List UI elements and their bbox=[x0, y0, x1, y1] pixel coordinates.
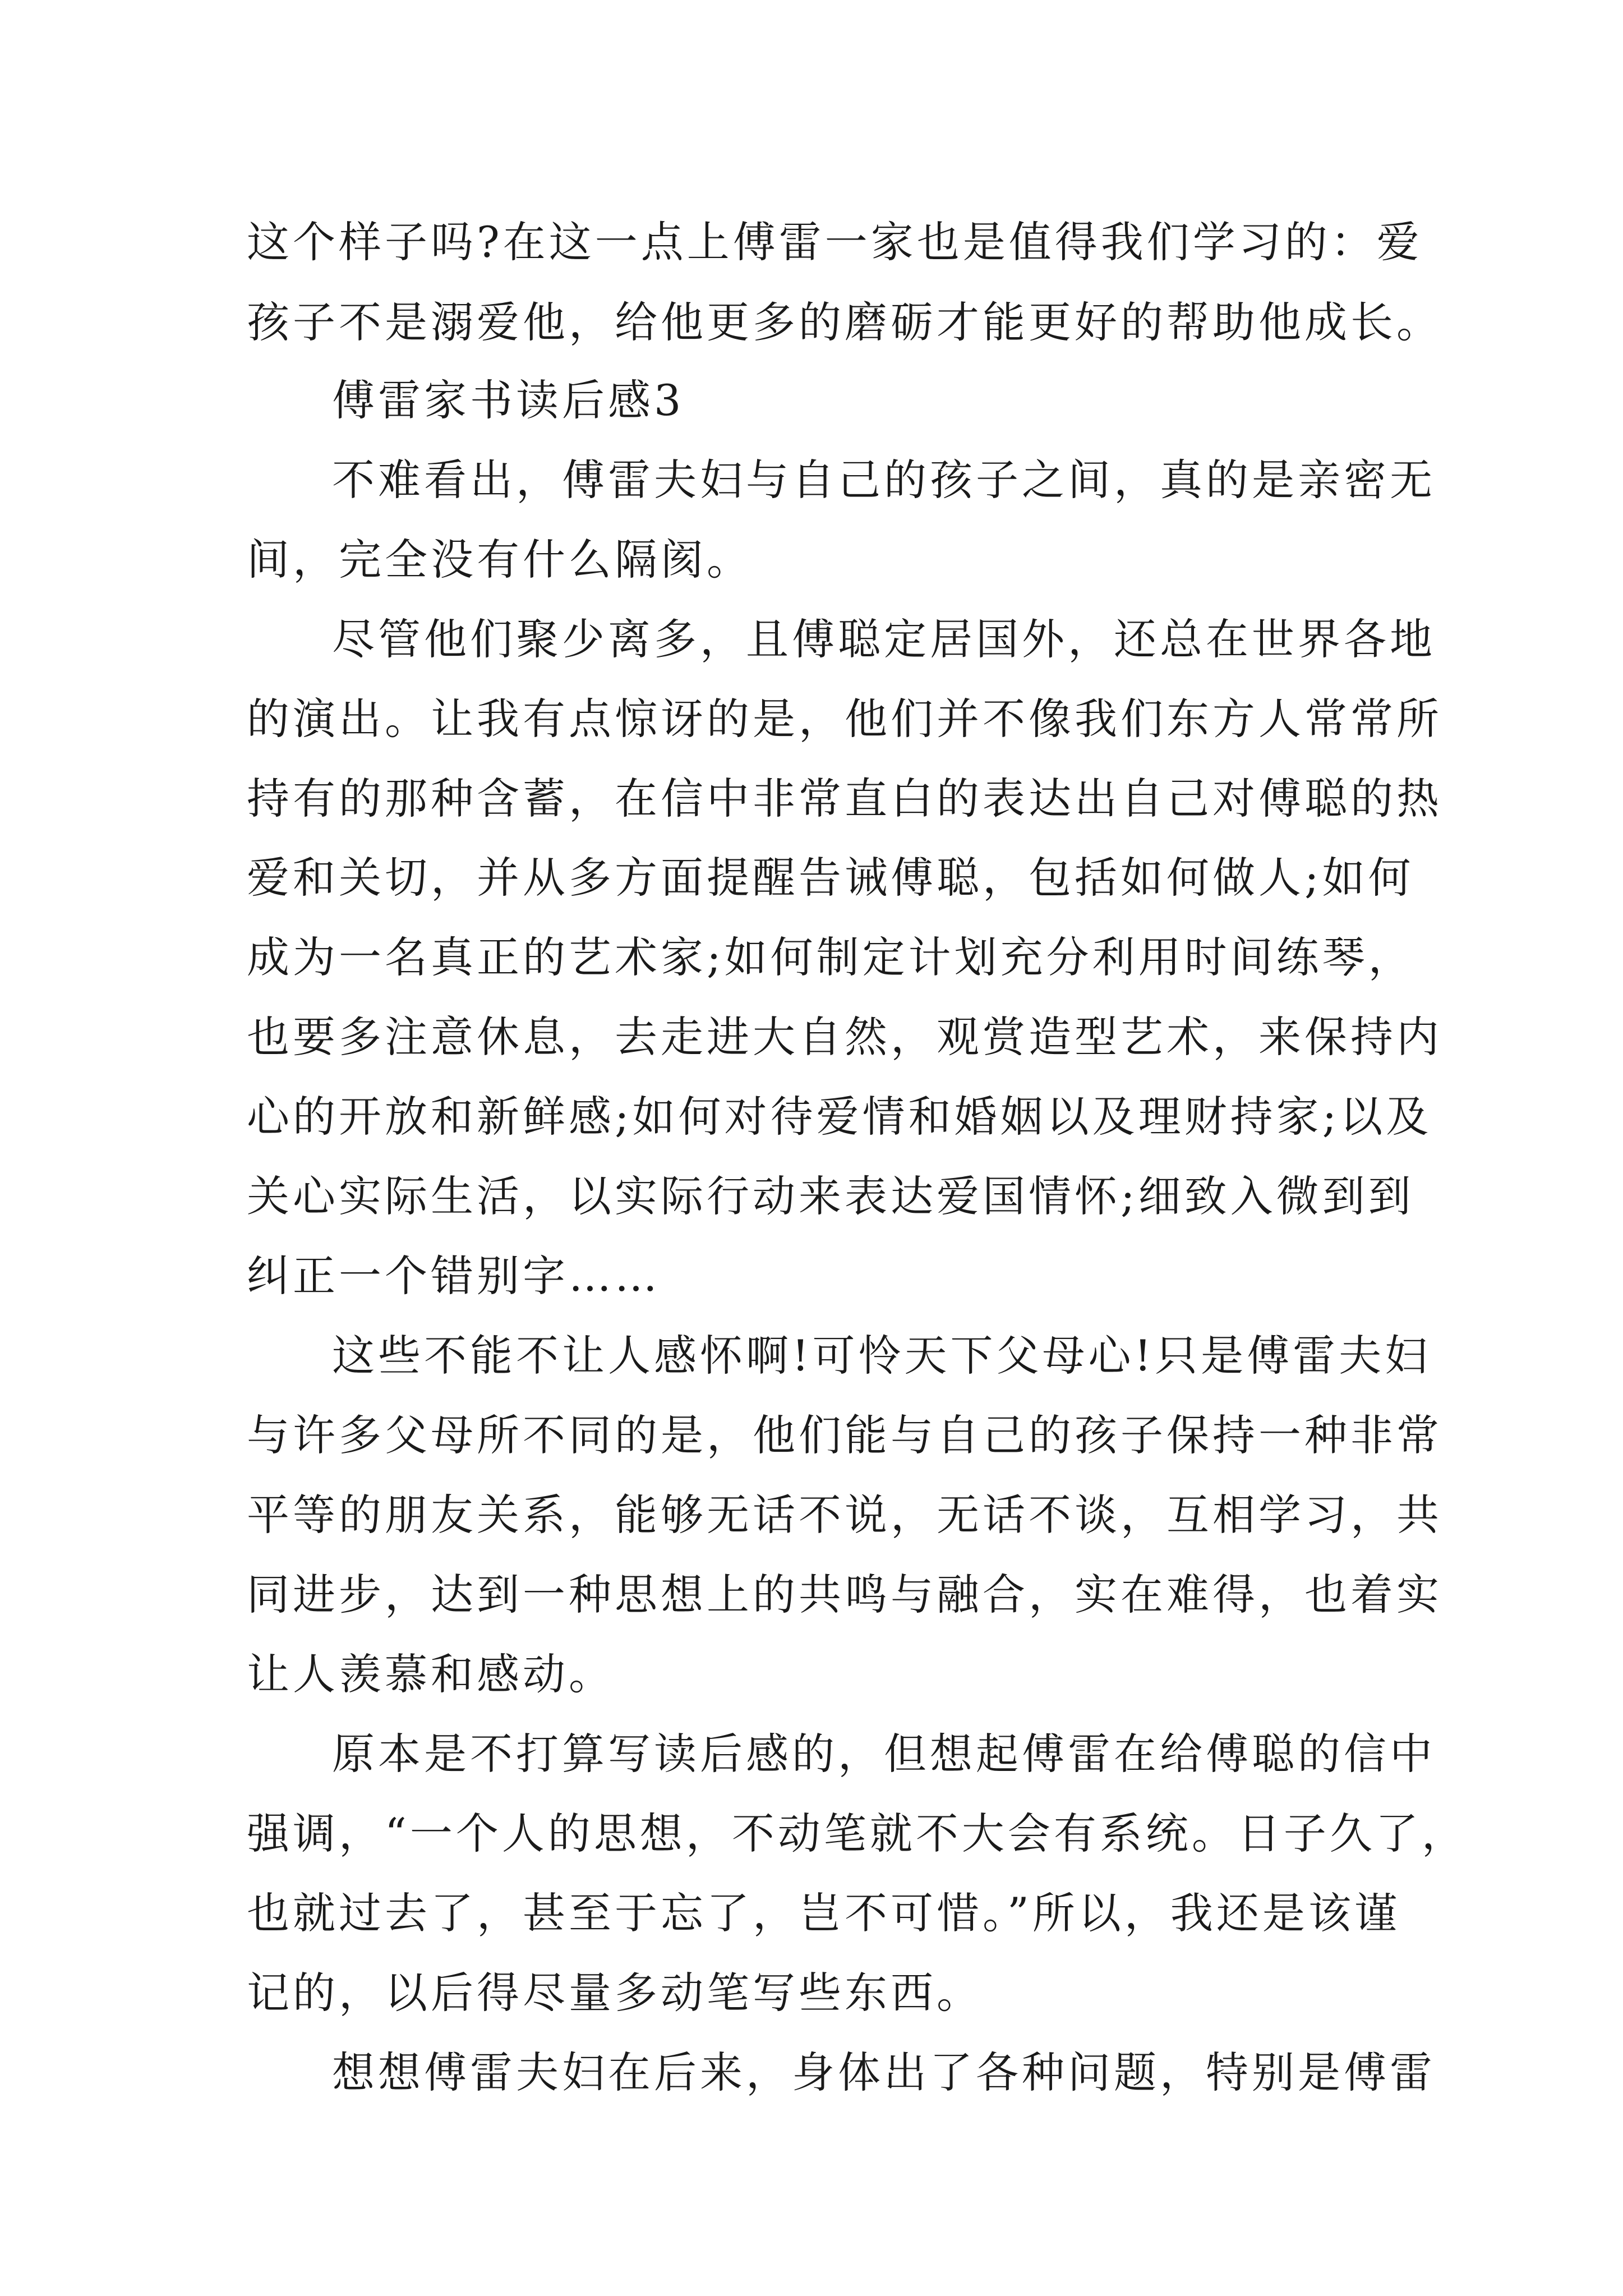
text-line-22: 也就过去了，甚至于忘了，岂不可惜。”所以，我还是该谨 bbox=[247, 1888, 1400, 1938]
text-line-8: 持有的那种含蓄，在信中非常直白的表达出自己对傅聪的热 bbox=[247, 774, 1442, 823]
text-line-14: 纠正一个错别字…… bbox=[247, 1251, 661, 1301]
text-line-13: 关心实际生活，以实际行动来表达爱国情怀;细致入微到到 bbox=[247, 1171, 1414, 1221]
text-line-18: 同进步，达到一种思想上的共鸣与融合，实在难得，也着实 bbox=[247, 1570, 1442, 1619]
text-line-20: 原本是不打算写读后感的，但想起傅雷在给傅聪的信中 bbox=[332, 1729, 1436, 1779]
text-line-4: 不难看出，傅雷夫妇与自己的孩子之间，真的是亲密无 bbox=[332, 455, 1436, 505]
text-line-10: 成为一名真正的艺术家;如何制定计划充分利用时间练琴， bbox=[247, 932, 1414, 982]
text-line-24: 想想傅雷夫妇在后来，身体出了各种问题，特别是傅雷 bbox=[332, 2047, 1436, 2097]
text-line-23: 记的，以后得尽量多动笔写些东西。 bbox=[247, 1968, 983, 2018]
text-line-5: 间，完全没有什么隔阂。 bbox=[247, 535, 753, 585]
section-heading: 傅雷家书读后感3 bbox=[332, 375, 685, 425]
text-line-1: 这个样子吗?在这一点上傅雷一家也是值得我们学习的：爱 bbox=[247, 217, 1423, 267]
text-line-15: 这些不能不让人感怀啊!可怜天下父母心!只是傅雷夫妇 bbox=[332, 1331, 1431, 1381]
text-line-16: 与许多父母所不同的是，他们能与自己的孩子保持一种非常 bbox=[247, 1410, 1442, 1460]
text-line-11: 也要多注意休息，去走进大自然，观赏造型艺术，来保持内 bbox=[247, 1012, 1442, 1062]
text-line-7: 的演出。让我有点惊讶的是，他们并不像我们东方人常常所 bbox=[247, 694, 1442, 744]
text-line-19: 让人羡慕和感动。 bbox=[247, 1649, 615, 1699]
text-line-6: 尽管他们聚少离多，且傅聪定居国外，还总在世界各地 bbox=[332, 614, 1436, 664]
text-line-9: 爱和关切，并从多方面提醒告诫傅聪，包括如何做人;如何 bbox=[247, 853, 1414, 903]
text-line-17: 平等的朋友关系，能够无话不说，无话不谈，互相学习，共 bbox=[247, 1490, 1442, 1540]
text-line-12: 心的开放和新鲜感;如何对待爱情和婚姻以及理财持家;以及 bbox=[247, 1092, 1432, 1142]
text-line-2: 孩子不是溺爱他，给他更多的磨砺才能更好的帮助他成长。 bbox=[247, 297, 1442, 347]
text-line-21: 强调，“一个人的思想，不动笔就不大会有系统。日子久了， bbox=[247, 1809, 1468, 1858]
